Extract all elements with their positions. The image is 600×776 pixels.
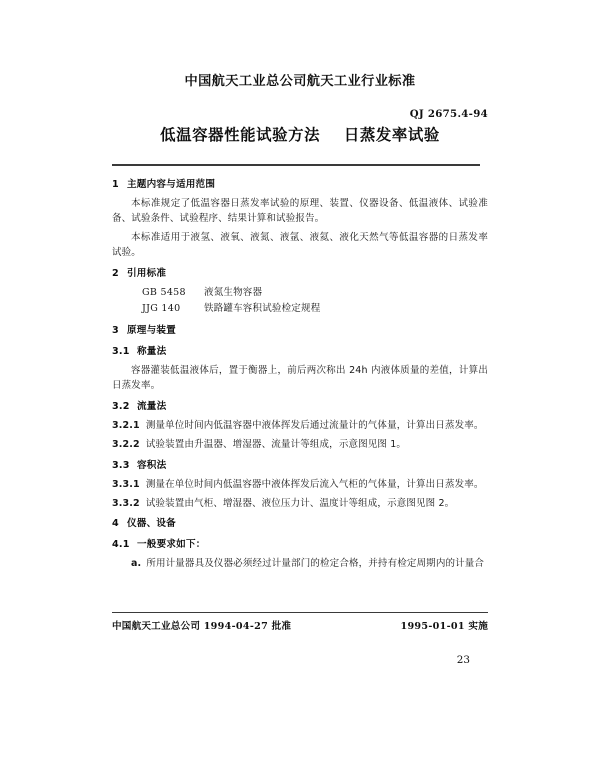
clause-text-3-2-1: 测量单位时间内低温容器中液体挥发后通过流量计的气体量，计算出日蒸发率。 (145, 420, 484, 432)
section-number-3-2: 3.2 (112, 401, 130, 413)
section-heading-3-1 (112, 346, 488, 359)
header-divider (112, 164, 480, 166)
paragraph-3-2-1 (112, 418, 488, 433)
page-number: 23 (456, 654, 470, 667)
clause-text-3-3-1: 测量在单位时间内低温容器中液体挥发后流入气柜的气体量，计算出日蒸发率。 (145, 478, 484, 490)
section-heading-3 (112, 325, 488, 338)
reference-code: GB 5458 (142, 286, 186, 298)
paragraph-3-2-2 (112, 437, 488, 452)
section-number-3-3: 3.3 (112, 459, 130, 471)
reference-title: 铁路罐车容积试验检定规程 (204, 303, 321, 315)
section-title-3-3: 容积法 (137, 459, 167, 471)
item-text-a: 所用计量器具及仪器必须经过计量部门的检定合格，并持有检定周期内的计量合 (146, 557, 485, 569)
section-title-1: 主题内容与适用范围 (127, 178, 216, 190)
section-title-2: 引用标准 (127, 267, 167, 279)
masthead (112, 0, 488, 145)
section-heading-4 (112, 518, 488, 531)
section-heading-1 (112, 179, 488, 192)
clause-number-3-2-2: 3.2.2 (112, 438, 140, 450)
footer-approval-date: 1994-04-27 (203, 621, 269, 633)
section-title-4: 仪器、设备 (127, 518, 176, 530)
list-item (112, 285, 488, 302)
clause-number-3-2-1: 3.2.1 (112, 420, 140, 432)
clause-number-3-3-1: 3.3.1 (112, 478, 140, 490)
footer-approval-word: 批准 (271, 621, 292, 633)
document-content (112, 0, 488, 571)
standard-number-row (112, 102, 488, 120)
clause-number-3-3-2: 3.3.2 (112, 497, 140, 509)
section-title-3-1: 称量法 (137, 345, 167, 357)
section-number-4: 4 (112, 518, 119, 530)
section-heading-4-1 (112, 539, 488, 552)
paragraph-3-3-2 (112, 496, 488, 511)
footer-divider (112, 612, 488, 613)
section-number-4-1: 4.1 (112, 538, 130, 550)
section-number-2: 2 (112, 267, 119, 279)
list-item (112, 301, 488, 318)
section-title-3: 原理与装置 (127, 325, 176, 337)
reference-title: 液氮生物容器 (204, 286, 263, 298)
footer-effective-word: 实施 (468, 621, 488, 633)
paragraph-weighing-method: 容器灌装低温液体后，置于衡器上，前后两次称出 24h 内液体质量的差值，计算出日蒸发率。 (112, 364, 488, 392)
reference-code: JJG 140 (142, 303, 181, 315)
page-footer (112, 612, 488, 666)
section-title-3-2: 流量法 (137, 401, 167, 413)
standard-number: QJ 2675.4-94 (409, 107, 488, 120)
section-number-3-1: 3.1 (112, 345, 130, 357)
section-heading-3-2 (112, 401, 488, 414)
footer-effective-date: 1995-01-01 (400, 621, 465, 633)
footer-approval (112, 618, 291, 632)
section-title-4-1: 一般要求如下： (137, 538, 206, 550)
page-title: 低温容器性能试验方法 日蒸发率试验 (160, 125, 440, 144)
document-body (112, 179, 488, 571)
footer-approver: 中国航天工业总公司 (112, 621, 201, 633)
paragraph-3-3-1 (112, 477, 488, 492)
section-number-3: 3 (112, 325, 119, 337)
list-item (112, 556, 488, 571)
footer-row (112, 618, 488, 632)
section-heading-3-3 (112, 460, 488, 473)
footer-effective (400, 618, 488, 632)
issuing-authority-line: 中国航天工业总公司航天工业行业标准 (184, 74, 416, 89)
clause-text-3-2-2: 试验装置由升温器、增湿器、流量计等组成，示意图见图 1。 (145, 438, 407, 450)
requirement-item-list (112, 556, 488, 571)
paragraph-scope-2: 本标准适用于液氢、液氧、液氮、液氩、液氦、液化天然气等低温容器的日蒸发率试验。 (112, 231, 488, 258)
section-heading-2 (112, 268, 488, 281)
paragraph-scope-1: 本标准规定了低温容器日蒸发率试验的原理、装置、仪器设备、低温液体、试验准备、试验条件、试验程序、结果计算和试验报告。 (112, 197, 488, 225)
clause-text-3-3-2: 试验装置由气柜、增湿器、液位压力计、温度计等组成，示意图见图 2。 (145, 497, 455, 509)
normative-reference-list (112, 285, 488, 318)
item-marker-a: a. (131, 557, 142, 569)
section-number-1: 1 (112, 178, 119, 190)
